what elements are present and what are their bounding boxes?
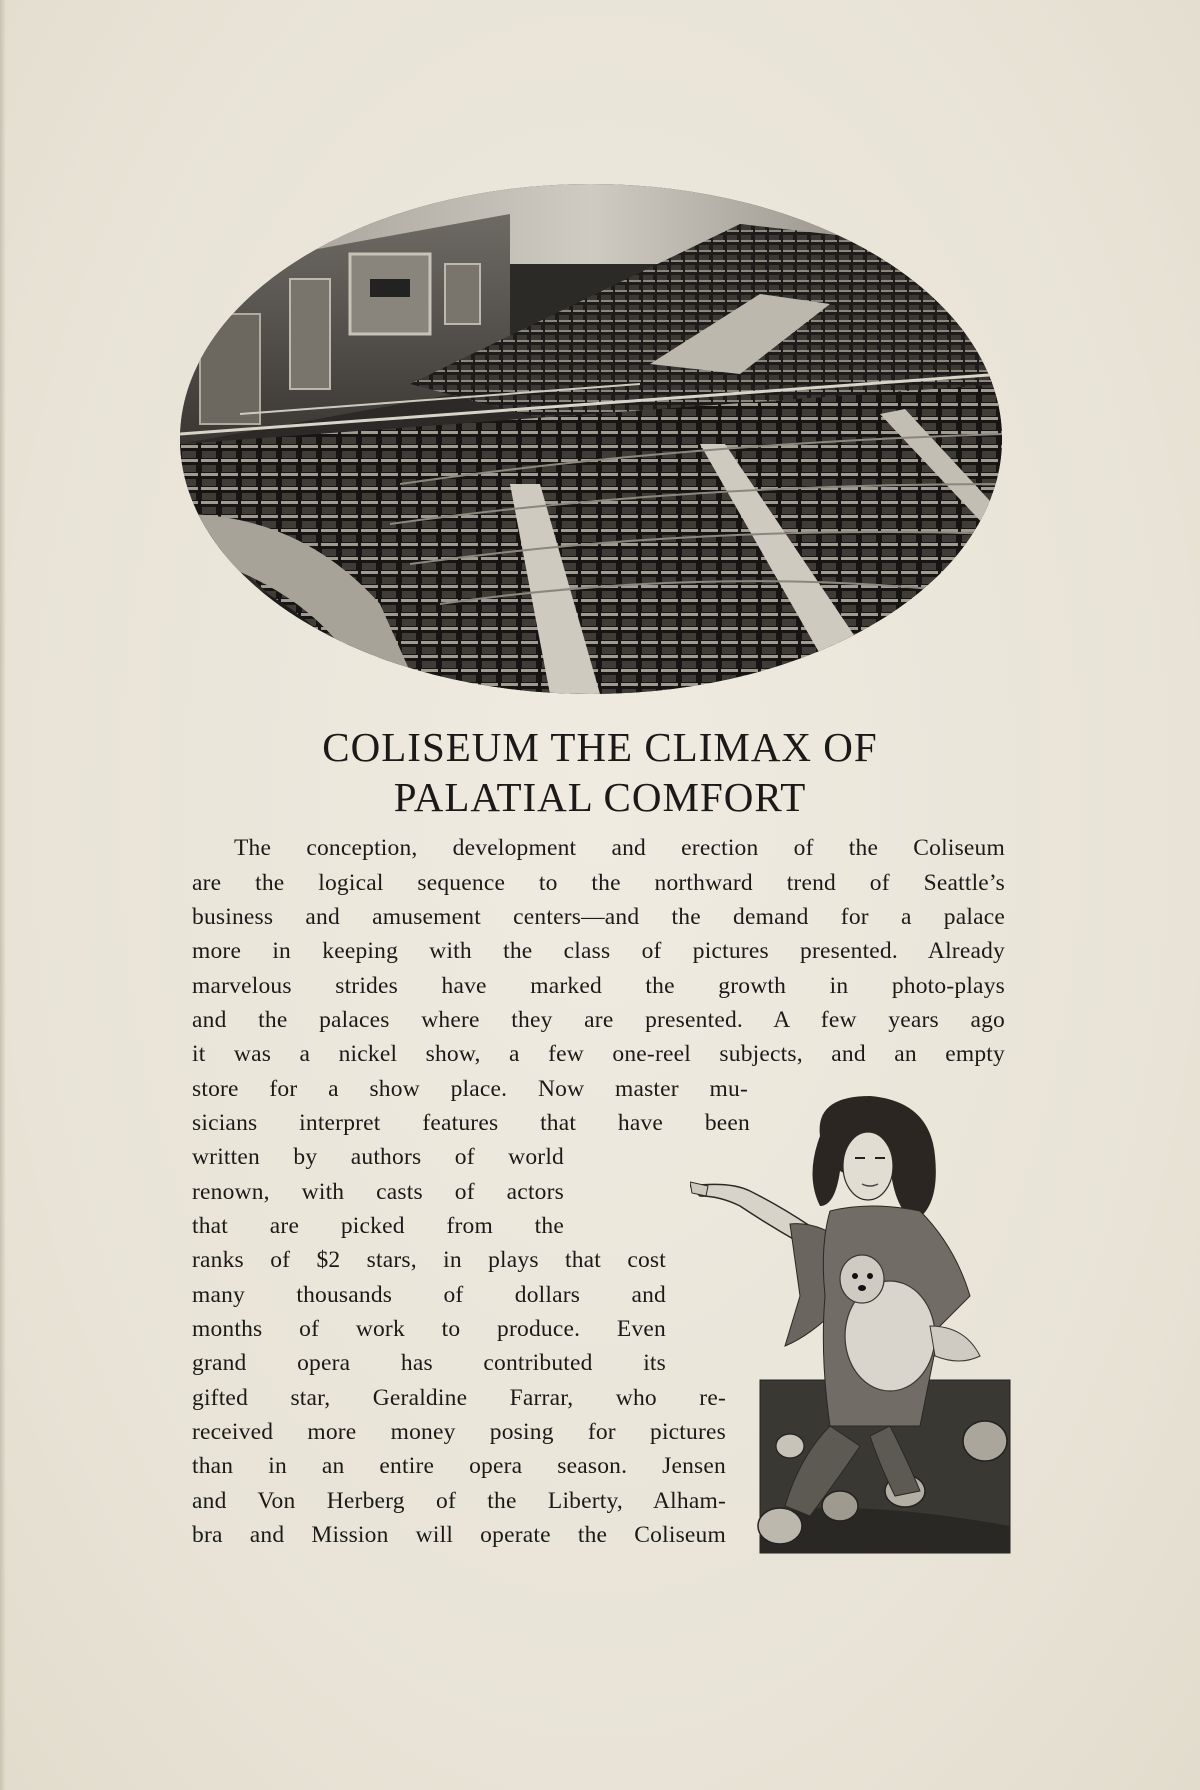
theater-interior-photo — [180, 184, 1002, 694]
body-line: that are picked from the — [192, 1213, 564, 1239]
body-line: gifted star, Geraldine Farrar, who re- — [192, 1385, 726, 1411]
body-line: ranks of $2 stars, in plays that cost — [192, 1247, 666, 1273]
page-title — [150, 722, 1050, 822]
body-line: months of work to produce. Even — [192, 1316, 666, 1342]
body-line: more in keeping with the class of pictures presented. Already — [192, 938, 1005, 964]
body-line: and the palaces where they are presented. A few years ago — [192, 1007, 1005, 1033]
actress-illustration — [690, 1096, 1020, 1558]
theater-interior-illustration — [180, 184, 1002, 694]
title-line-2: PALATIAL COMFORT — [393, 774, 807, 820]
body-line: The conception, development and erection of the Coliseum — [234, 835, 1005, 861]
body-line: are the logical sequence to the northward trend of Seattle’s — [192, 870, 1005, 896]
body-line: grand opera has contributed its — [192, 1350, 666, 1376]
body-line: than in an entire opera season. Jensen — [192, 1453, 726, 1479]
body-line: bra and Mission will operate the Coliseum — [192, 1522, 726, 1548]
body-line: many thousands of dollars and — [192, 1282, 666, 1308]
body-line: received more money posing for pictures — [192, 1419, 726, 1445]
body-line: renown, with casts of actors — [192, 1179, 564, 1205]
body-line: marvelous strides have marked the growth in photo-plays — [192, 973, 1005, 999]
body-line: store for a show place. Now master mu- — [192, 1076, 748, 1102]
title-line-1: COLISEUM THE CLIMAX OF — [322, 724, 878, 770]
body-line: it was a nickel show, a few one-reel subjects, and an empty — [192, 1041, 1005, 1067]
actress-with-dog-photo — [690, 1096, 1020, 1558]
body-line: written by authors of world — [192, 1144, 564, 1170]
page-spine-shadow — [0, 0, 6, 1790]
body-line: business and amusement centers—and the demand for a palace — [192, 904, 1005, 930]
body-line: and Von Herberg of the Liberty, Alham- — [192, 1488, 726, 1514]
body-line: sicians interpret features that have been — [192, 1110, 750, 1136]
